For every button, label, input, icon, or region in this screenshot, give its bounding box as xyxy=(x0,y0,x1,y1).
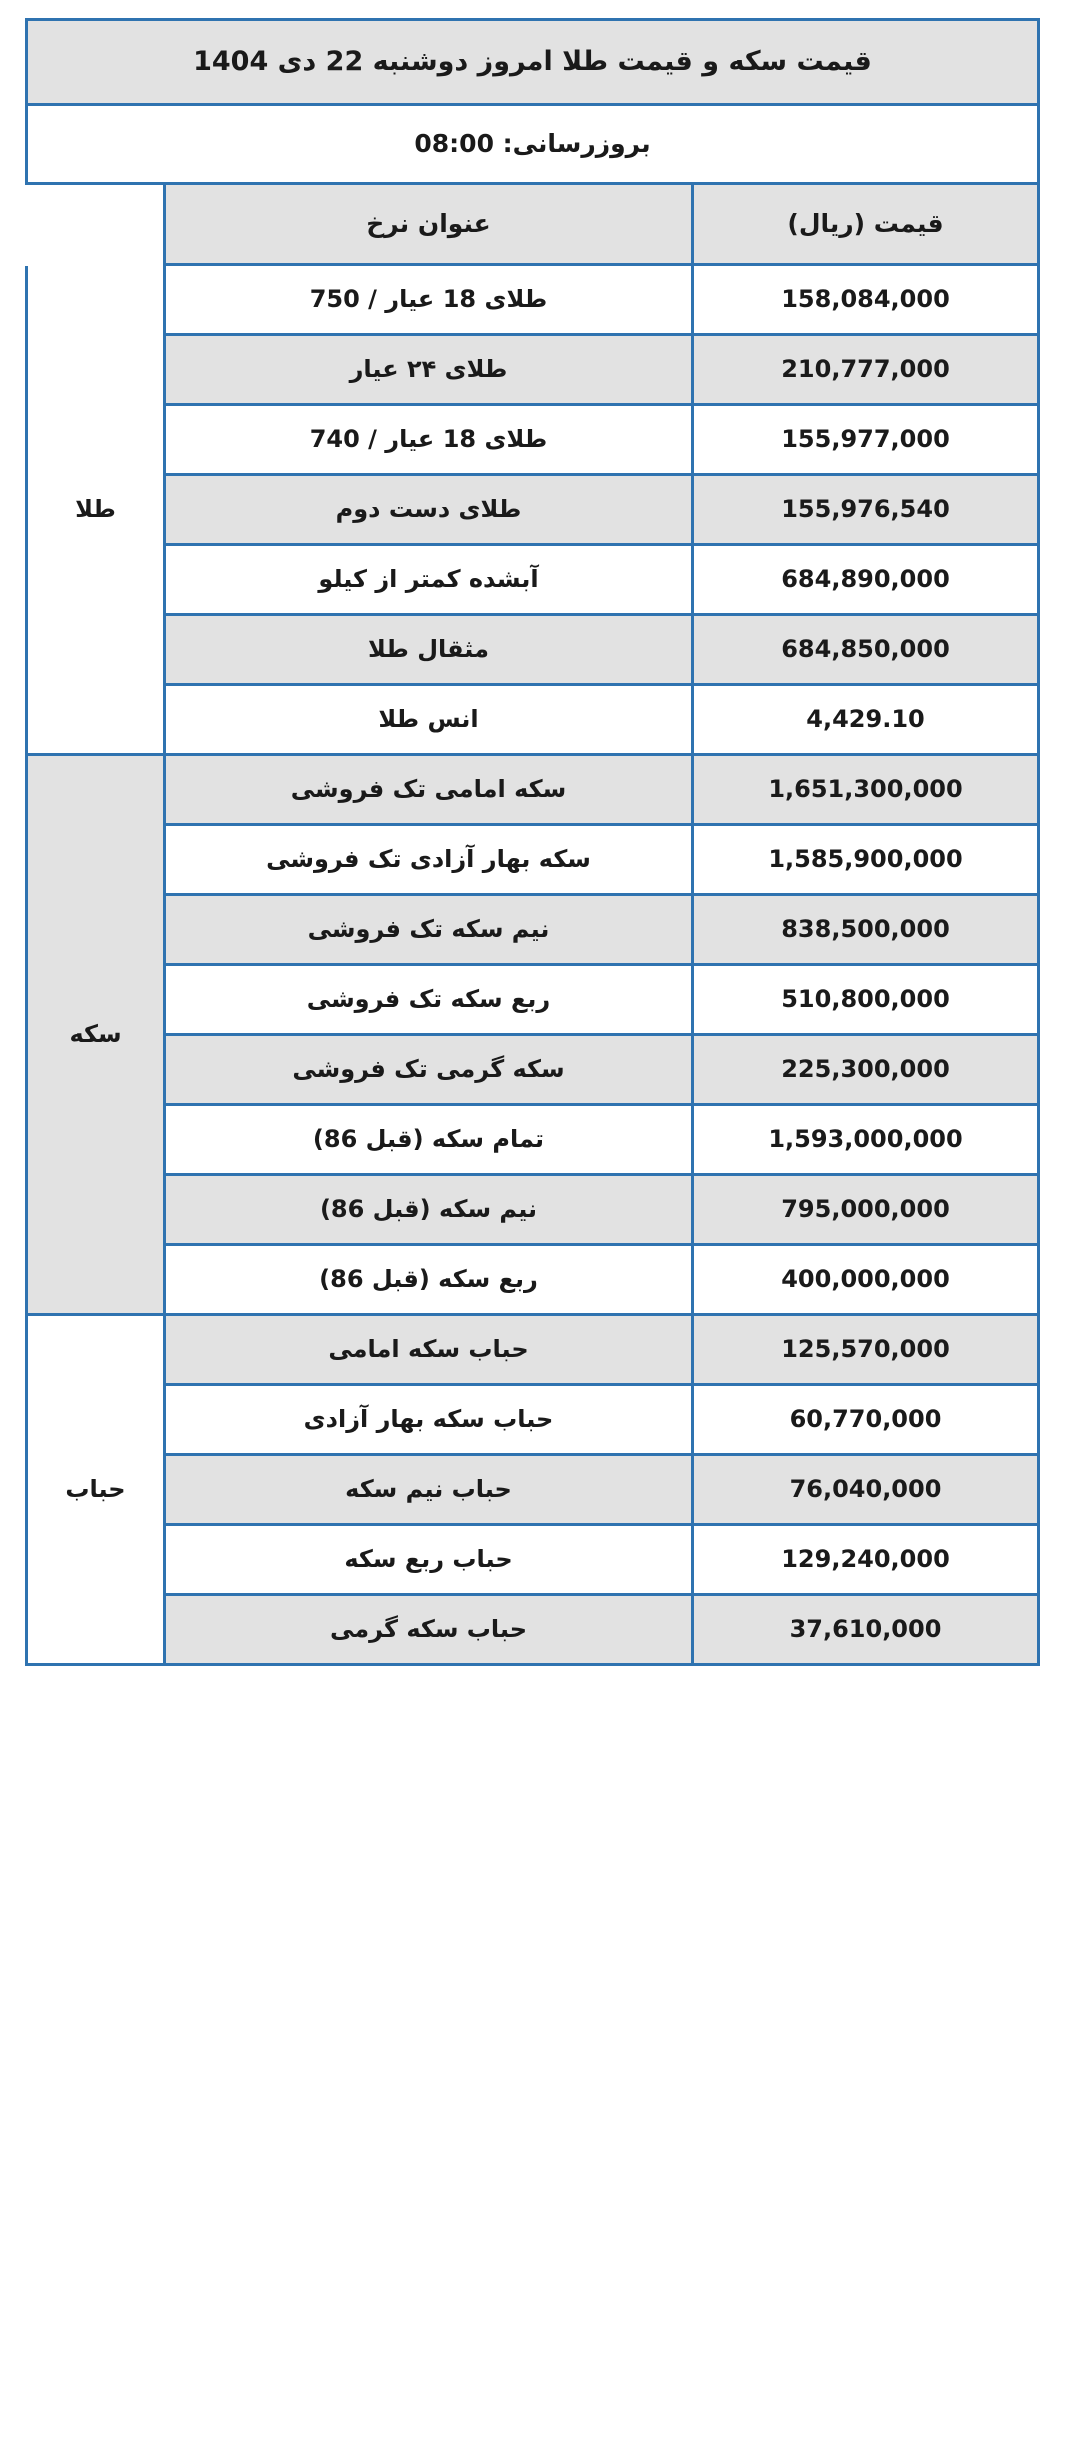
price-value: 155,976,540 xyxy=(693,475,1039,545)
rate-name: نیم سکه تک فروشی xyxy=(165,895,693,965)
rate-name: حباب سکه بهار آزادی xyxy=(165,1385,693,1455)
column-header-name: عنوان نرخ xyxy=(165,184,693,265)
table-row xyxy=(27,545,1039,615)
column-header-price: قیمت (ریال) xyxy=(693,184,1039,265)
update-row xyxy=(27,105,1039,184)
update-time: بروزرسانی: 08:00 xyxy=(27,105,1039,184)
price-value: 158,084,000 xyxy=(693,265,1039,335)
rate-name: ربع سکه تک فروشی xyxy=(165,965,693,1035)
price-value: 838,500,000 xyxy=(693,895,1039,965)
rate-name: ربع سکه (قبل 86) xyxy=(165,1245,693,1315)
table-row xyxy=(27,1455,1039,1525)
rate-name: حباب سکه گرمی xyxy=(165,1595,693,1665)
rate-name: طلای 18 عیار / 740 xyxy=(165,405,693,475)
rate-name: حباب سکه امامی xyxy=(165,1315,693,1385)
table-row xyxy=(27,1175,1039,1245)
rate-name: تمام سکه (قبل 86) xyxy=(165,1105,693,1175)
price-value: 225,300,000 xyxy=(693,1035,1039,1105)
price-value: 155,977,000 xyxy=(693,405,1039,475)
price-value: 210,777,000 xyxy=(693,335,1039,405)
table-row xyxy=(27,615,1039,685)
table-row xyxy=(27,1595,1039,1665)
rate-name: سکه بهار آزادی تک فروشی xyxy=(165,825,693,895)
price-value: 4,429.10 xyxy=(693,685,1039,755)
table-row xyxy=(27,1525,1039,1595)
price-value: 1,593,000,000 xyxy=(693,1105,1039,1175)
price-value: 76,040,000 xyxy=(693,1455,1039,1525)
table-row xyxy=(27,1105,1039,1175)
rate-name: حباب نیم سکه xyxy=(165,1455,693,1525)
price-value: 795,000,000 xyxy=(693,1175,1039,1245)
table-row xyxy=(27,475,1039,545)
table-row xyxy=(27,685,1039,755)
rate-name: طلای دست دوم xyxy=(165,475,693,545)
price-value: 37,610,000 xyxy=(693,1595,1039,1665)
table-row xyxy=(27,1245,1039,1315)
table-row xyxy=(27,965,1039,1035)
rate-name: نیم سکه (قبل 86) xyxy=(165,1175,693,1245)
price-value: 1,651,300,000 xyxy=(693,755,1039,825)
rate-name: آبشده کمتر از کیلو xyxy=(165,545,693,615)
table-row xyxy=(27,1035,1039,1105)
table-row xyxy=(27,1315,1039,1385)
title-row xyxy=(27,20,1039,105)
price-value: 684,850,000 xyxy=(693,615,1039,685)
table-row xyxy=(27,755,1039,825)
price-value: 125,570,000 xyxy=(693,1315,1039,1385)
price-value: 1,585,900,000 xyxy=(693,825,1039,895)
table-row xyxy=(27,825,1039,895)
column-header-category-spacer xyxy=(27,184,165,265)
rate-name: طلای 18 عیار / 750 xyxy=(165,265,693,335)
rate-name: مثقال طلا xyxy=(165,615,693,685)
price-value: 510,800,000 xyxy=(693,965,1039,1035)
table-row xyxy=(27,895,1039,965)
price-value: 684,890,000 xyxy=(693,545,1039,615)
rate-name: سکه گرمی تک فروشی xyxy=(165,1035,693,1105)
price-value: 400,000,000 xyxy=(693,1245,1039,1315)
table-row xyxy=(27,1385,1039,1455)
page-title: قیمت سکه و قیمت طلا امروز دوشنبه 22 دی 1404 xyxy=(27,20,1039,105)
category-label: طلا xyxy=(27,265,165,755)
rate-name: سکه امامی تک فروشی xyxy=(165,755,693,825)
rate-name: حباب ربع سکه xyxy=(165,1525,693,1595)
category-label: حباب xyxy=(27,1315,165,1665)
rate-name: انس طلا xyxy=(165,685,693,755)
price-value: 60,770,000 xyxy=(693,1385,1039,1455)
category-label: سکه xyxy=(27,755,165,1315)
column-header-row xyxy=(27,184,1039,265)
rate-name: طلای ۲۴ عیار xyxy=(165,335,693,405)
table-row xyxy=(27,405,1039,475)
table-row xyxy=(27,265,1039,335)
gold-and-coin-price-table xyxy=(25,18,1040,1666)
price-value: 129,240,000 xyxy=(693,1525,1039,1595)
table-row xyxy=(27,335,1039,405)
